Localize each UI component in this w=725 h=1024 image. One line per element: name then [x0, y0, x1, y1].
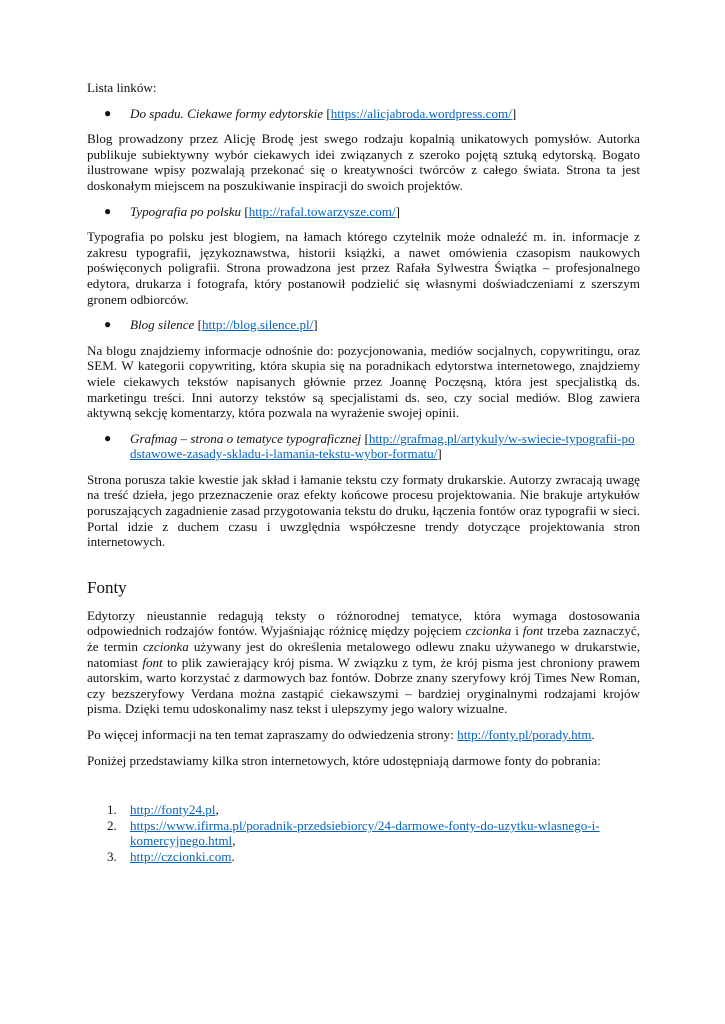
link-item: ● Typografia po polsku [http://rafal.towarzysze.com/] — [104, 203, 400, 219]
intro-text: Lista linków: — [87, 80, 157, 95]
link-description: Blog prowadzony przez Alicję Brodę jest swego rodzaju kopalnią unikatowych pomysłów. Autorka publikuje subiektywny wybór ciekawych idei związanych z szeroko pojętą sztuką edytorską. Bogato ilustrowane wpisy pozwalają przekonać się o kreatywności twórców z całego świata. Strona ta jest doskonałym miejscem na poszukiwanie inspiracji do swoich projektów. — [87, 131, 640, 193]
bullet-icon: ● — [104, 105, 112, 120]
more-info-paragraph: Po więcej informacji na ten temat zapraszamy do odwiedzenia strony: http://fonty.pl/porady.htm. — [87, 727, 595, 742]
link-title: Grafmag – strona o tematyce typograficznej — [130, 430, 362, 446]
list-item: 2. https://www.ifirma.pl/poradnik-przedsiebiorcy/24-darmowe-fonty-do-uzytku-wlasnego-i-komercyjnego.html, — [107, 817, 600, 849]
link-item: ● Grafmag – strona o tematyce typograficznej [http://grafmag.pl/artykuly/w-swiecie-typografii-podstawowe-zasady-skladu-i-lamania-tekstu-wybor-formatu/] — [104, 430, 635, 462]
link-url[interactable]: https://alicjabroda.wordpress.com/ — [330, 105, 512, 121]
link-item: ● Blog silence [http://blog.silence.pl/] — [104, 317, 318, 333]
bullet-icon: ● — [104, 430, 112, 445]
font-site-link[interactable]: http://czcionki.com — [130, 848, 232, 864]
list-item: 3. http://czcionki.com. — [107, 848, 235, 864]
document-page — [87, 80, 640, 865]
list-number: 1. — [107, 802, 117, 818]
font-site-link[interactable]: http://fonty24.pl — [130, 802, 216, 818]
bullet-icon: ● — [104, 203, 112, 218]
porady-link[interactable]: http://fonty.pl/porady.htm — [457, 727, 592, 742]
link-title: Do spadu. Ciekawe formy edytorskie — [130, 105, 324, 121]
font-site-link[interactable]: https://www.ifirma.pl/poradnik-przedsiebiorcy/24-darmowe-fonty-do-uzytku-wlasnego-i-komercyjnego.html — [130, 817, 600, 849]
fonts-paragraph: Edytorzy nieustannie redagują teksty o różnorodnej tematyce, która wymaga dostosowania odpowiednich rodzajów fontów. Wyjaśniając różnicę między pojęciem czcionka i font trzeba zaznaczyć, że termin czcionka używany jest do określenia metalowego odlewu znaku używanego w drukarstwie, natomiast font to plik zawierający krój pisma. W związku z tym, że krój pisma jest chroniony prawem autorskim, warto korzystać z darmowych baz fontów. Dobrze znany szeryfowy krój Times New Roman, czy bezszeryfowy Verdana można zastąpić ciekawszymi – bardziej oryginalnymi rodzajami krojów pisma. Dzięki temu udoskonalimy nasz tekst i ulepszymy jego walory wizualne. — [87, 607, 640, 717]
link-title: Typografia po polsku — [130, 203, 242, 219]
link-url[interactable]: http://rafal.towarzysze.com/ — [248, 203, 396, 219]
link-description: Strona porusza takie kwestie jak skład i łamanie tekstu czy formaty drukarskie. Autorzy zwracają uwagę na treść dzieła, jego przeznaczenie oraz efekty końcowe procesu projektowania. Nie brakuje artykułów poruszających zagadnienie zasad przygotowania tekstu do druku, łączenia fontów oraz typografii w sieci. Portal idzie z duchem czasu i uwzględnia współczesne trendy dotyczące projektowania stron internetowych. — [87, 471, 640, 550]
link-url[interactable]: http://grafmag.pl/artykuly/w-swiecie-typografii-podstawowe-zasady-skladu-i-lamania-tekstu-wybor-formatu/ — [130, 430, 635, 462]
link-description: Na blogu znajdziemy informacje odnośnie do: pozycjonowania, mediów socjalnych, copywritingu, oraz SEM. W kategorii copywriting, która skupia się na poradnikach edytorstwa internetowego, znajdziemy wiele ciekawych tekstów napisanych głównie przez Joannę Poczęsną, która jest specjalistką ds. marketingu treści. Inni autorzy tekstów są specjalistami ds. seo, czy social mediów. Blog zawiera aktywną sekcję komentarzy, która pozwala na wyrażenie swojej opinii. — [87, 342, 640, 421]
bullet-icon: ● — [104, 317, 112, 332]
link-item: ● Do spadu. Ciekawe formy edytorskie [https://alicjabroda.wordpress.com/] — [104, 105, 517, 121]
list-number: 3. — [107, 848, 117, 864]
font-sites-list — [87, 802, 640, 864]
list-number: 2. — [107, 817, 117, 833]
section-heading-fonty: Fonty — [87, 577, 127, 597]
link-description: Typografia po polsku jest blogiem, na łamach którego czytelnik może odnaleźć m. in. informacje z zakresu typografii, językoznawstwa, historii książki, a nawet omówienia czasopism naukowych poświęconych poligrafii. Strona prowadzona jest przez Rafała Sylwestra Świątka – profesjonalnego edytora, drukarza i fotografa, który postanowił podzielić się własnymi doświadczeniami z szerszym gronem odbiorców. — [87, 229, 640, 307]
link-url[interactable]: http://blog.silence.pl/ — [202, 317, 314, 333]
list-item: 1. http://fonty24.pl, — [107, 802, 219, 818]
list-intro: Poniżej przedstawiamy kilka stron internetowych, które udostępniają darmowe fonty do pobrania: — [87, 752, 601, 768]
link-title: Blog silence — [130, 317, 195, 333]
